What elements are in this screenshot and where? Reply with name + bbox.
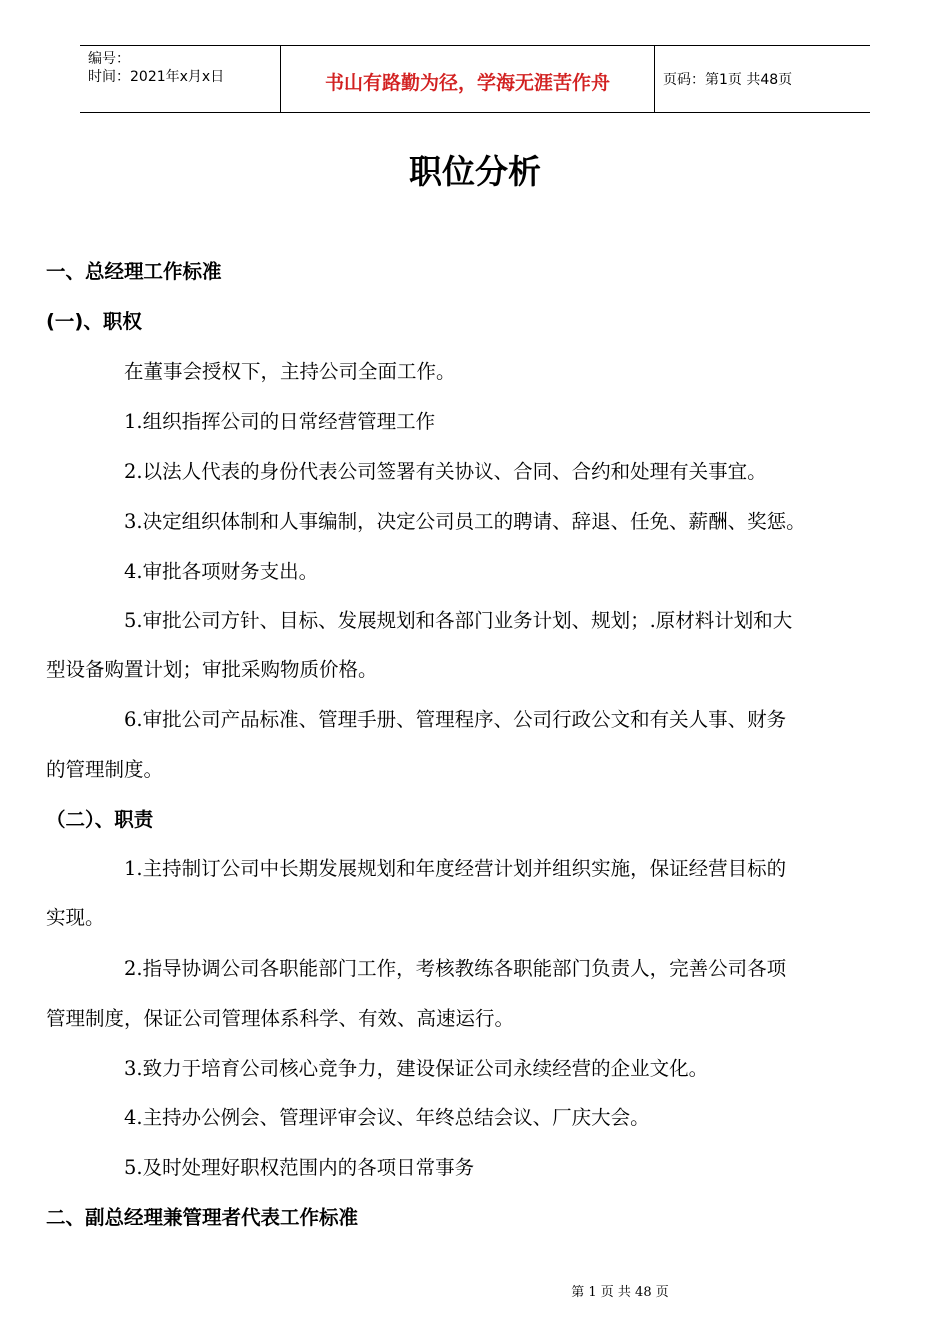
- subsection-heading-duties: （二）、职责: [46, 808, 154, 831]
- header-page-cell: [655, 46, 870, 112]
- paragraph-line: 3.致力于培育公司核心竞争力，建设保证公司永续经营的企业文化。: [124, 1057, 709, 1080]
- paragraph-line: 管理制度，保证公司管理体系科学、有效、高速运行。: [46, 1007, 515, 1030]
- subsection-heading-authority: (一)、职权: [46, 310, 142, 333]
- header-info-cell: [80, 46, 281, 112]
- page-header: [80, 45, 870, 113]
- paragraph-line: 2.指导协调公司各职能部门工作，考核教练各职能部门负责人，完善公司各项: [124, 957, 787, 980]
- section-heading-general-manager: 一、总经理工作标准: [46, 260, 222, 283]
- header-motto: 书山有路勤为径，学海无涯苦作舟: [324, 72, 610, 94]
- section-heading-deputy-manager: 二、副总经理兼管理者代表工作标准: [46, 1206, 359, 1229]
- paragraph-line: 4.主持办公例会、管理评审会议、年终总结会议、厂庆大会。: [124, 1106, 650, 1129]
- header-page-code: 页码：第1页 共48页: [663, 72, 793, 88]
- paragraph-line: 2.以法人代表的身份代表公司签署有关协议、合同、合约和处理有关事宜。: [124, 460, 767, 483]
- paragraph-line: 在董事会授权下，主持公司全面工作。: [124, 360, 456, 383]
- paragraph-line: 6.审批公司产品标准、管理手册、管理程序、公司行政公文和有关人事、财务: [124, 708, 787, 731]
- paragraph-line: 3.决定组织体制和人事编制，决定公司员工的聘请、辞退、任免、薪酬、奖惩。: [124, 510, 806, 533]
- paragraph-line: 4.审批各项财务支出。: [124, 560, 319, 583]
- paragraph-line: 5.审批公司方针、目标、发展规划和各部门业务计划、规划；.原材料计划和大: [124, 609, 793, 632]
- paragraph-line: 1.组织指挥公司的日常经营管理工作: [124, 410, 436, 433]
- page-footer: 第 1 页 共 48 页: [571, 1285, 669, 1300]
- paragraph-line: 5.及时处理好职权范围内的各项日常事务: [124, 1156, 475, 1179]
- paragraph-line: 1.主持制订公司中长期发展规划和年度经营计划并组织实施，保证经营目标的: [124, 857, 787, 880]
- document-time-label: 时间：2021年x月x日: [88, 69, 225, 85]
- paragraph-line: 型设备购置计划；审批采购物质价格。: [46, 658, 378, 681]
- paragraph-line: 实现。: [46, 906, 105, 929]
- document-title: 职位分析: [409, 152, 541, 191]
- paragraph-line: 的管理制度。: [46, 758, 164, 781]
- header-motto-cell: [281, 46, 655, 112]
- document-number-label: 编号：: [88, 51, 130, 67]
